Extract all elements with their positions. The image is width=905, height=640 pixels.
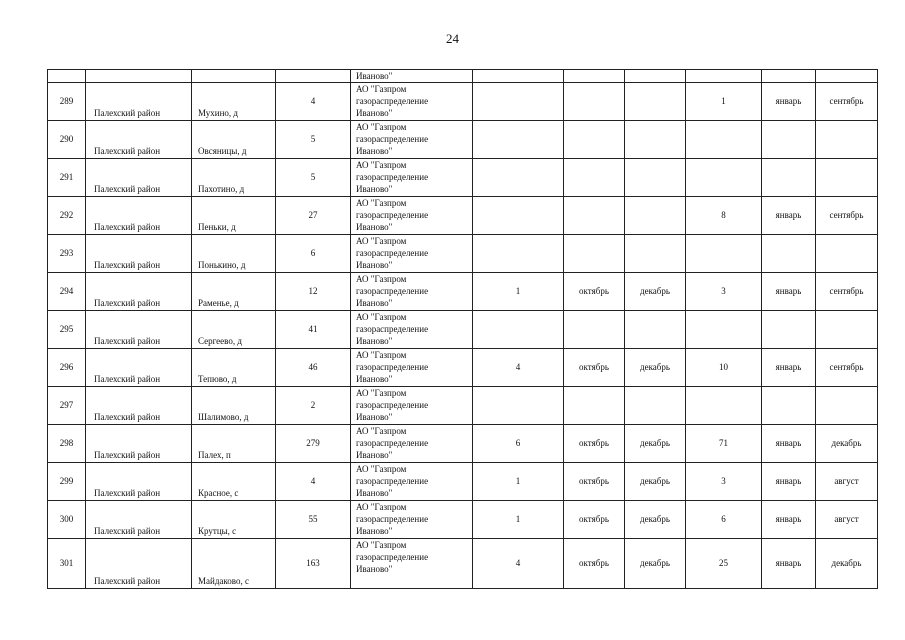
org-line: газораспределение bbox=[356, 438, 429, 448]
cell-num: 296 bbox=[48, 349, 86, 387]
cell-m2b: сентябрь bbox=[816, 273, 878, 311]
table-row bbox=[48, 463, 878, 501]
cell-q1: 1 bbox=[473, 463, 564, 501]
cell-m1b: декабрь bbox=[625, 425, 686, 463]
org-line: АО "Газпром bbox=[356, 236, 407, 246]
org-line: газораспределение bbox=[356, 172, 429, 182]
cell-q2: 1 bbox=[686, 83, 762, 121]
org-line: Иваново" bbox=[356, 412, 393, 422]
cell-m2b: декабрь bbox=[816, 425, 878, 463]
cell-m2b: август bbox=[816, 463, 878, 501]
cell-m2a bbox=[762, 235, 816, 273]
cell-district: Палехский район bbox=[86, 539, 192, 589]
cell-q1 bbox=[473, 235, 564, 273]
cell-m2a: январь bbox=[762, 83, 816, 121]
org-line: АО "Газпром bbox=[356, 502, 407, 512]
cell-q2: 25 bbox=[686, 539, 762, 589]
cell-m1a bbox=[564, 387, 625, 425]
cell-num: 292 bbox=[48, 197, 86, 235]
cell-num: 291 bbox=[48, 159, 86, 197]
org-line: Иваново" bbox=[356, 450, 393, 460]
cell-district: Палехский район bbox=[86, 349, 192, 387]
cell-district: Палехский район bbox=[86, 501, 192, 539]
cell-m2a: январь bbox=[762, 463, 816, 501]
table-row bbox=[48, 425, 878, 463]
cell-q2: 6 bbox=[686, 501, 762, 539]
org-line: АО "Газпром bbox=[356, 160, 407, 170]
org-line: Иваново" bbox=[356, 374, 393, 384]
cell-org bbox=[351, 425, 473, 463]
cell-district: Палехский район bbox=[86, 387, 192, 425]
org-line: газораспределение bbox=[356, 400, 429, 410]
org-line: АО "Газпром bbox=[356, 464, 407, 474]
cell-m2b bbox=[816, 387, 878, 425]
cell-num: 297 bbox=[48, 387, 86, 425]
cell-q1 bbox=[473, 121, 564, 159]
cell-district: Палехский район bbox=[86, 425, 192, 463]
cell-org bbox=[351, 159, 473, 197]
org-line: Иваново" bbox=[356, 108, 393, 118]
cell-q1: 4 bbox=[473, 349, 564, 387]
cell-org bbox=[351, 83, 473, 121]
cell-m2b bbox=[816, 235, 878, 273]
cell-m1a: октябрь bbox=[564, 349, 625, 387]
cell-org bbox=[351, 501, 473, 539]
table-row bbox=[48, 197, 878, 235]
org-line: Иваново" bbox=[356, 184, 393, 194]
cell-q2: 8 bbox=[686, 197, 762, 235]
cell-m2a: январь bbox=[762, 273, 816, 311]
cell-m2a bbox=[762, 121, 816, 159]
cell-num: 295 bbox=[48, 311, 86, 349]
cell-settlement: Овсяницы, д bbox=[192, 121, 276, 159]
cell-num: 293 bbox=[48, 235, 86, 273]
cell-m1a bbox=[564, 70, 625, 83]
cell-district: Палехский район bbox=[86, 235, 192, 273]
cell-m2a: январь bbox=[762, 349, 816, 387]
cell-district: Палехский район bbox=[86, 273, 192, 311]
cell-settlement: Пеньки, д bbox=[192, 197, 276, 235]
cell-m1a bbox=[564, 159, 625, 197]
cell-settlement: Пахотино, д bbox=[192, 159, 276, 197]
cell-q1 bbox=[473, 197, 564, 235]
cell-q2 bbox=[686, 311, 762, 349]
cell-q1 bbox=[473, 83, 564, 121]
cell-district: Палехский район bbox=[86, 197, 192, 235]
table-row bbox=[48, 311, 878, 349]
cell-m2a bbox=[762, 311, 816, 349]
org-line: газораспределение bbox=[356, 286, 429, 296]
cell-m1a: октябрь bbox=[564, 463, 625, 501]
cell-m1a bbox=[564, 311, 625, 349]
cell-count: 4 bbox=[276, 83, 351, 121]
cell-m2b bbox=[816, 121, 878, 159]
cell-settlement: Палех, п bbox=[192, 425, 276, 463]
cell-m2a bbox=[762, 159, 816, 197]
cell-count: 46 bbox=[276, 349, 351, 387]
cell-count bbox=[276, 70, 351, 83]
org-line: Иваново" bbox=[356, 564, 393, 574]
table-row bbox=[48, 501, 878, 539]
org-line: АО "Газпром bbox=[356, 540, 407, 550]
cell-org bbox=[351, 311, 473, 349]
org-line: газораспределение bbox=[356, 248, 429, 258]
cell-m1b bbox=[625, 83, 686, 121]
org-line: газораспределение bbox=[356, 96, 429, 106]
table-row-continuation bbox=[48, 70, 878, 83]
cell-m2b: сентябрь bbox=[816, 197, 878, 235]
cell-m2b bbox=[816, 70, 878, 83]
cell-settlement: Раменье, д bbox=[192, 273, 276, 311]
cell-m1a: октябрь bbox=[564, 273, 625, 311]
cell-m2b: декабрь bbox=[816, 539, 878, 589]
org-line: Иваново" bbox=[356, 222, 393, 232]
cell-q2: 71 bbox=[686, 425, 762, 463]
cell-q2 bbox=[686, 70, 762, 83]
org-line: Иваново" bbox=[356, 526, 393, 536]
cell-m2b: сентябрь bbox=[816, 349, 878, 387]
cell-m1b bbox=[625, 121, 686, 159]
cell-m2b bbox=[816, 311, 878, 349]
cell-org bbox=[351, 463, 473, 501]
cell-count: 5 bbox=[276, 159, 351, 197]
cell-m1a: октябрь bbox=[564, 425, 625, 463]
cell-settlement: Крутцы, с bbox=[192, 501, 276, 539]
cell-district bbox=[86, 70, 192, 83]
cell-org: Иваново" bbox=[351, 70, 473, 83]
cell-m1b bbox=[625, 235, 686, 273]
cell-district: Палехский район bbox=[86, 311, 192, 349]
cell-m1b: декабрь bbox=[625, 273, 686, 311]
org-line: газораспределение bbox=[356, 552, 429, 562]
org-line: АО "Газпром bbox=[356, 274, 407, 284]
cell-count: 27 bbox=[276, 197, 351, 235]
cell-settlement bbox=[192, 70, 276, 83]
cell-num: 298 bbox=[48, 425, 86, 463]
cell-m1b: декабрь bbox=[625, 539, 686, 589]
cell-settlement: Шалимово, д bbox=[192, 387, 276, 425]
cell-count: 6 bbox=[276, 235, 351, 273]
cell-m1a bbox=[564, 235, 625, 273]
gasification-table bbox=[47, 69, 878, 589]
cell-q1: 6 bbox=[473, 425, 564, 463]
table-row bbox=[48, 273, 878, 311]
cell-org bbox=[351, 387, 473, 425]
table-row bbox=[48, 159, 878, 197]
cell-num: 300 bbox=[48, 501, 86, 539]
cell-q1: 4 bbox=[473, 539, 564, 589]
org-line: газораспределение bbox=[356, 514, 429, 524]
cell-settlement: Майдаково, с bbox=[192, 539, 276, 589]
cell-num bbox=[48, 70, 86, 83]
org-line: АО "Газпром bbox=[356, 122, 407, 132]
cell-org bbox=[351, 235, 473, 273]
cell-settlement: Сергеево, д bbox=[192, 311, 276, 349]
cell-org bbox=[351, 539, 473, 589]
table-row bbox=[48, 539, 878, 589]
cell-m2a: январь bbox=[762, 425, 816, 463]
cell-num: 294 bbox=[48, 273, 86, 311]
cell-m1a: октябрь bbox=[564, 501, 625, 539]
table-row bbox=[48, 83, 878, 121]
org-line: газораспределение bbox=[356, 362, 429, 372]
cell-org bbox=[351, 197, 473, 235]
org-line: АО "Газпром bbox=[356, 426, 407, 436]
cell-district: Палехский район bbox=[86, 463, 192, 501]
org-line: АО "Газпром bbox=[356, 84, 407, 94]
cell-count: 41 bbox=[276, 311, 351, 349]
cell-q1: 1 bbox=[473, 501, 564, 539]
table-row bbox=[48, 349, 878, 387]
cell-m2b: сентябрь bbox=[816, 83, 878, 121]
cell-q2: 10 bbox=[686, 349, 762, 387]
cell-q1 bbox=[473, 159, 564, 197]
cell-q2: 3 bbox=[686, 463, 762, 501]
page-number: 24 bbox=[446, 31, 459, 46]
cell-count: 2 bbox=[276, 387, 351, 425]
table-row bbox=[48, 387, 878, 425]
cell-district: Палехский район bbox=[86, 83, 192, 121]
cell-settlement: Красное, с bbox=[192, 463, 276, 501]
cell-m1b bbox=[625, 159, 686, 197]
org-line: АО "Газпром bbox=[356, 312, 407, 322]
cell-org bbox=[351, 121, 473, 159]
cell-q2 bbox=[686, 121, 762, 159]
cell-m1a bbox=[564, 121, 625, 159]
cell-m1b bbox=[625, 70, 686, 83]
org-line: АО "Газпром bbox=[356, 350, 407, 360]
table-row bbox=[48, 121, 878, 159]
cell-district: Палехский район bbox=[86, 121, 192, 159]
cell-m2a: январь bbox=[762, 501, 816, 539]
org-line: Иваново" bbox=[356, 336, 393, 346]
cell-m1a bbox=[564, 83, 625, 121]
cell-count: 279 bbox=[276, 425, 351, 463]
cell-m2b bbox=[816, 159, 878, 197]
cell-num: 299 bbox=[48, 463, 86, 501]
cell-org bbox=[351, 349, 473, 387]
cell-m1b bbox=[625, 311, 686, 349]
cell-m1a bbox=[564, 197, 625, 235]
cell-count: 55 bbox=[276, 501, 351, 539]
cell-m2b: август bbox=[816, 501, 878, 539]
cell-m1b: декабрь bbox=[625, 501, 686, 539]
cell-q2 bbox=[686, 159, 762, 197]
cell-count: 12 bbox=[276, 273, 351, 311]
org-line: Иваново" bbox=[356, 298, 393, 308]
org-line: Иваново" bbox=[356, 146, 393, 156]
cell-q2 bbox=[686, 387, 762, 425]
org-line: газораспределение bbox=[356, 210, 429, 220]
cell-count: 163 bbox=[276, 539, 351, 589]
cell-settlement: Мухино, д bbox=[192, 83, 276, 121]
cell-m1a: октябрь bbox=[564, 539, 625, 589]
cell-m1b bbox=[625, 197, 686, 235]
cell-m2a bbox=[762, 387, 816, 425]
org-line: АО "Газпром bbox=[356, 198, 407, 208]
cell-m1b: декабрь bbox=[625, 349, 686, 387]
cell-q1 bbox=[473, 387, 564, 425]
cell-settlement: Тепюво, д bbox=[192, 349, 276, 387]
cell-q1 bbox=[473, 70, 564, 83]
org-line: Иваново" bbox=[356, 488, 393, 498]
cell-m2a: январь bbox=[762, 539, 816, 589]
cell-q1 bbox=[473, 311, 564, 349]
cell-org bbox=[351, 273, 473, 311]
cell-num: 290 bbox=[48, 121, 86, 159]
org-line: газораспределение bbox=[356, 324, 429, 334]
org-line: газораспределение bbox=[356, 134, 429, 144]
cell-q2: 3 bbox=[686, 273, 762, 311]
org-line: АО "Газпром bbox=[356, 388, 407, 398]
cell-q2 bbox=[686, 235, 762, 273]
cell-num: 289 bbox=[48, 83, 86, 121]
cell-m2a: январь bbox=[762, 197, 816, 235]
cell-count: 4 bbox=[276, 463, 351, 501]
table-row bbox=[48, 235, 878, 273]
cell-q1: 1 bbox=[473, 273, 564, 311]
cell-m2a bbox=[762, 70, 816, 83]
cell-settlement: Понькино, д bbox=[192, 235, 276, 273]
cell-count: 5 bbox=[276, 121, 351, 159]
org-line: газораспределение bbox=[356, 476, 429, 486]
cell-m1b bbox=[625, 387, 686, 425]
org-line: Иваново" bbox=[356, 260, 393, 270]
cell-num: 301 bbox=[48, 539, 86, 589]
cell-m1b: декабрь bbox=[625, 463, 686, 501]
cell-district: Палехский район bbox=[86, 159, 192, 197]
